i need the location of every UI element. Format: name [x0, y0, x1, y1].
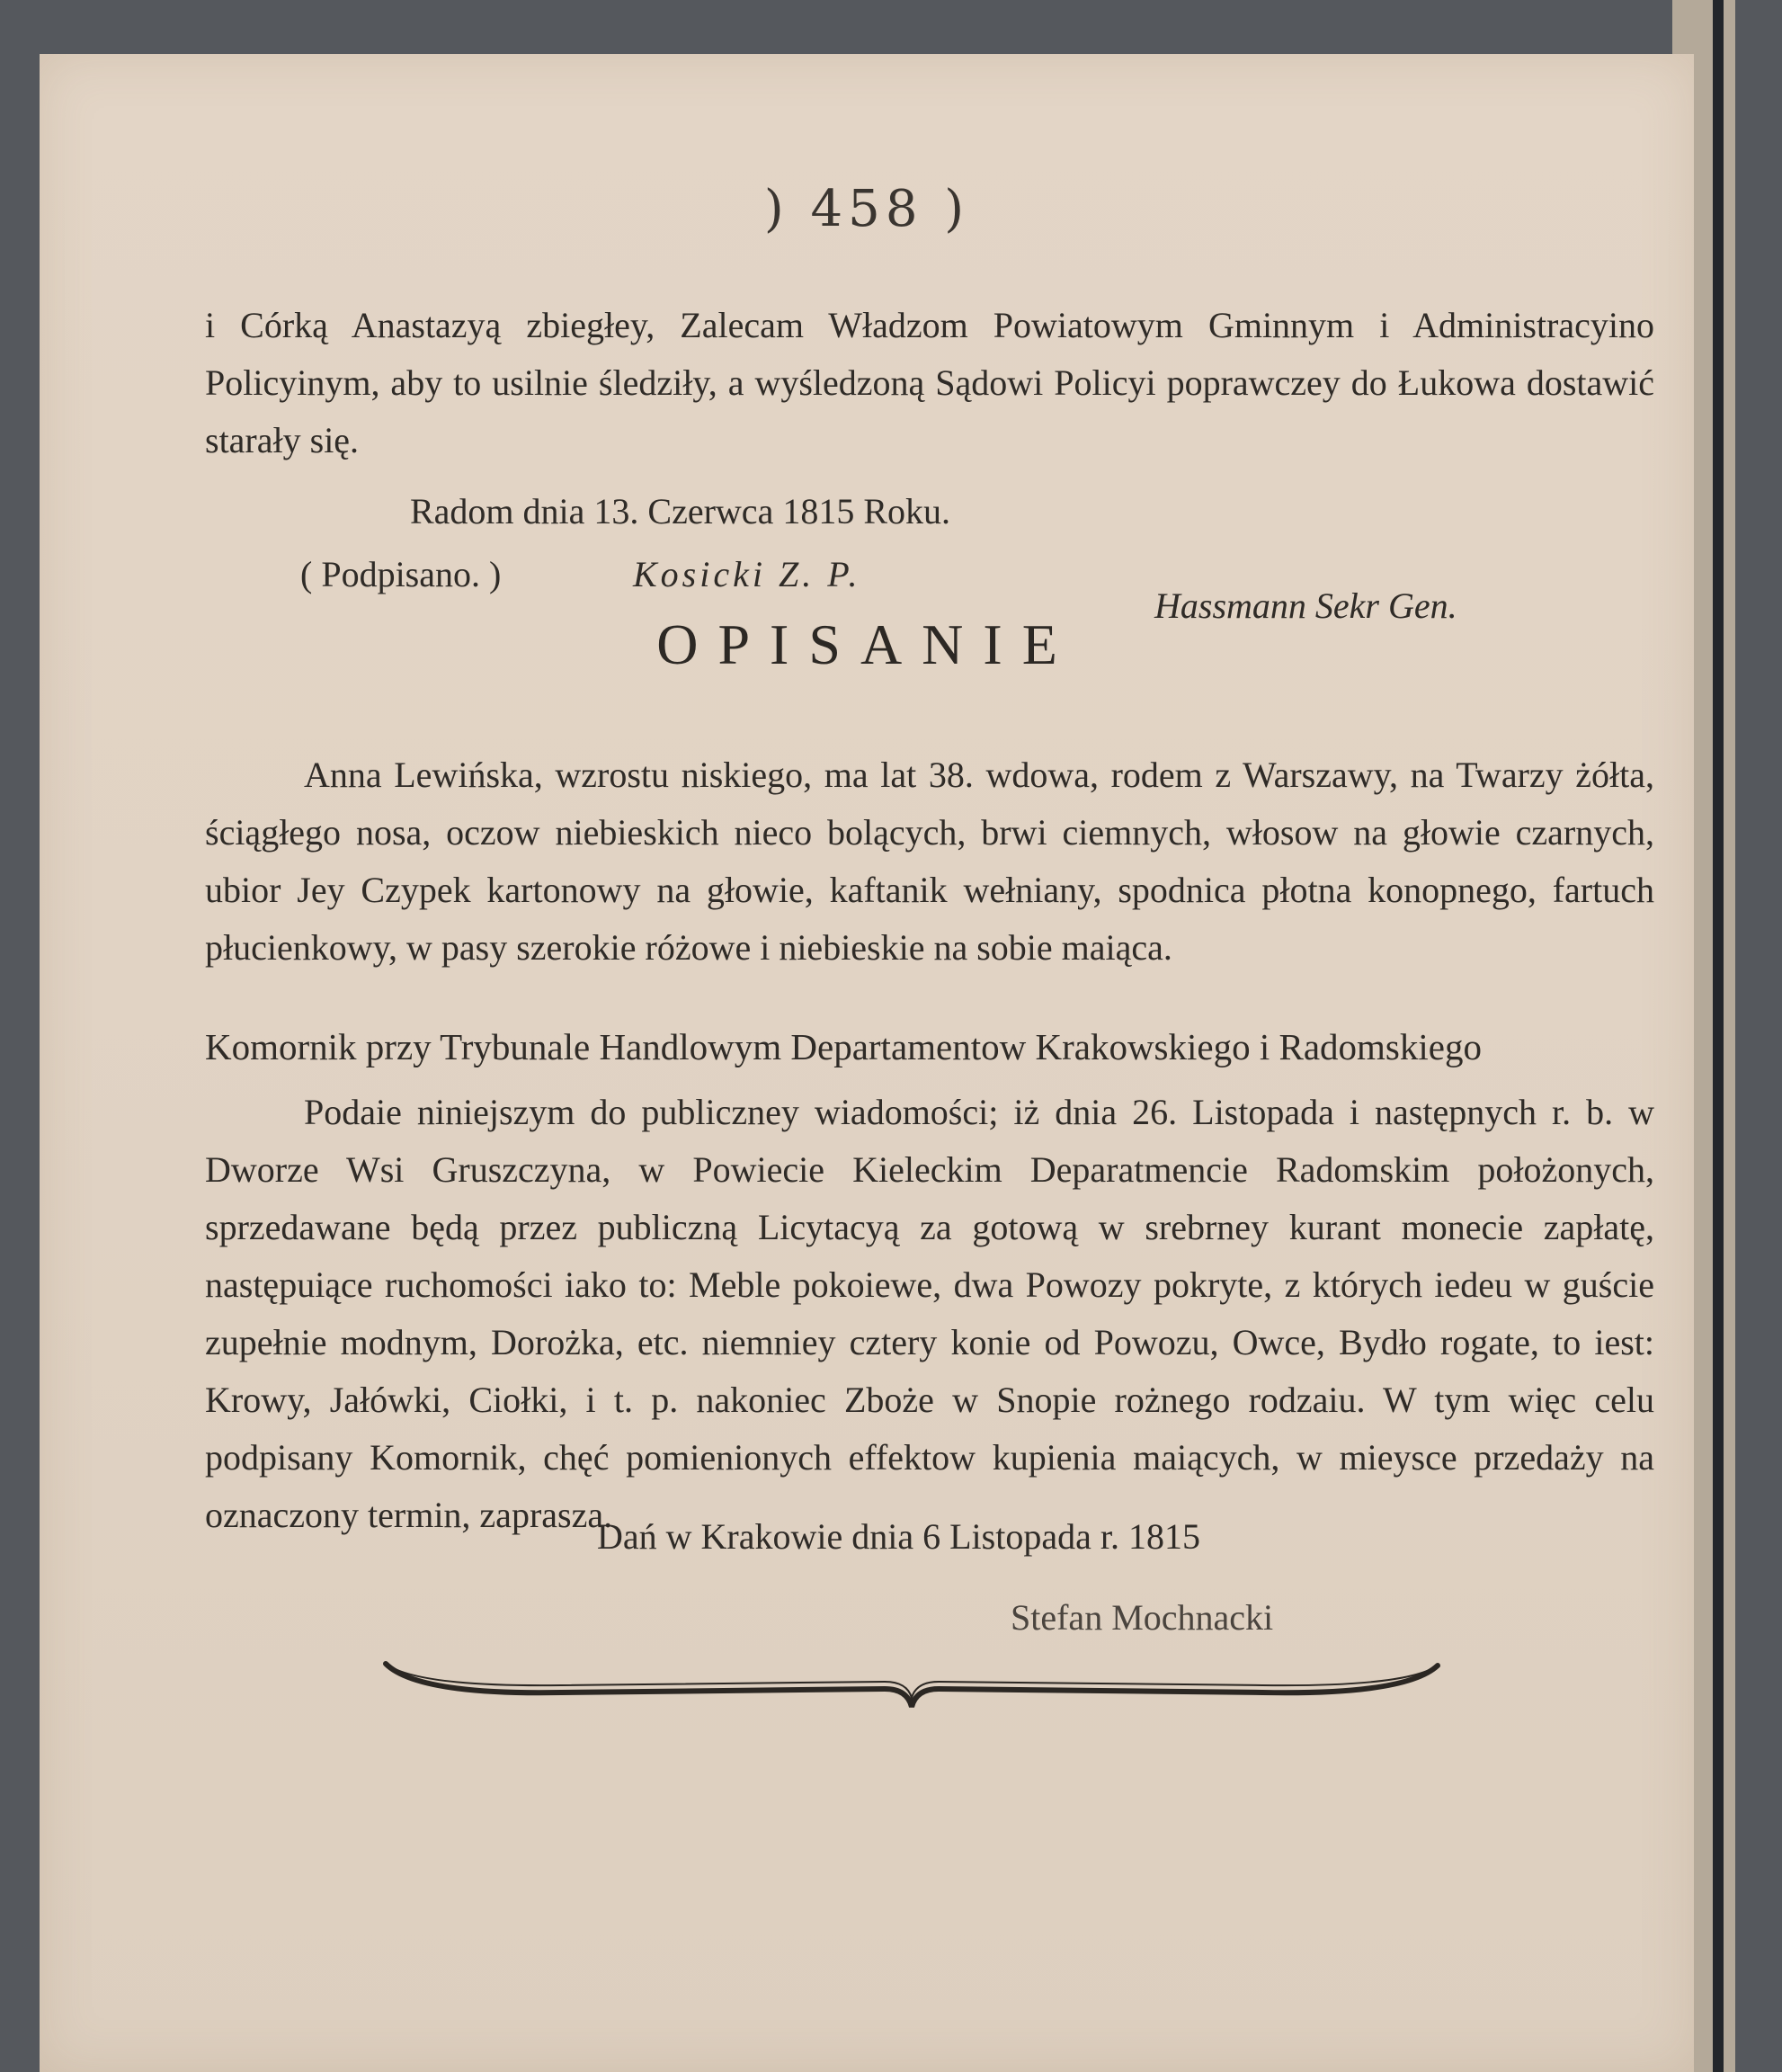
signer-name: Kosicki Z. P. [633, 554, 861, 594]
section-heading: OPISANIE [656, 612, 1077, 676]
decorative-rule [381, 1655, 1442, 1718]
board-edge [1713, 0, 1724, 2072]
auction-notice-paragraph: Podaie niniejszym do publiczney wiadomości; iż dnia 26. Listopada i następnych r. b. w Dworze Wsi Gruszczyna, w Powiecie Kieleckim Deparatmencie Radomskim położonych, sprzedawane będą przez publiczną Licytacyą za gotową w srebrney kurant monecie zapłatę, następuiące ruchomości iako to: Meble pokoiewe, dwa Powozy pokryte, z których iedeu w guście zupełnie modnym, Dorożka, etc. niemniey cztery konie od Powozu, Owce, Bydło rogate, to iest: Krowy, Jałówki, Ciołki, i t. p. nakoniec Zboże w Snopie rożnego rodzaiu. W tym więc celu podpisany Komornik, chęć pomienionych effektow kupienia maiących, w mieysce przedaży na oznaczony termin, zaprasza. [205, 1092, 1654, 1535]
page-number: ) 458 ) [763, 180, 970, 238]
secretary-name: Hassmann Sekr Gen. [1154, 585, 1457, 626]
auction-notice-title: Komornik przy Trybunale Handlowym Departamentow Krakowskiego i Radomskiego [205, 1026, 1482, 1067]
description-paragraph: Anna Lewińska, wzrostu niskiego, ma lat 38. wdowa, rodem z Warszawy, na Twarzy żółta, ściągłego nosa, oczow niebieskich nieco bolących, brwi ciemnych, włosow na głowie czarnych, ubior Jey Czypek kartonowy na głowie, kaftanik wełniany, spodnica płotna konopnego, fartuch płucienkowy, w pasy szerokie różowe i niebieskie na sobie maiąca. [205, 755, 1654, 968]
paper-page [40, 54, 1694, 2072]
auction-date-line: Dań w Krakowie dnia 6 Listopada r. 1815 [597, 1516, 1200, 1557]
notice-date-line: Radom dnia 13. Czerwca 1815 Roku. [410, 491, 950, 531]
signed-label: ( Podpisano. ) [300, 554, 502, 594]
notice-continuation-paragraph: i Córką Anastazyą zbiegłey, Zalecam Władzom Powiatowym Gminnym i Administracyino Policyinym, aby to usilnie śledziły, a wyśledzoną Sądowi Policyi poprawczey do Łukowa dostawić starały się. [205, 305, 1654, 460]
signature: Stefan Mochnacki [1011, 1597, 1274, 1638]
